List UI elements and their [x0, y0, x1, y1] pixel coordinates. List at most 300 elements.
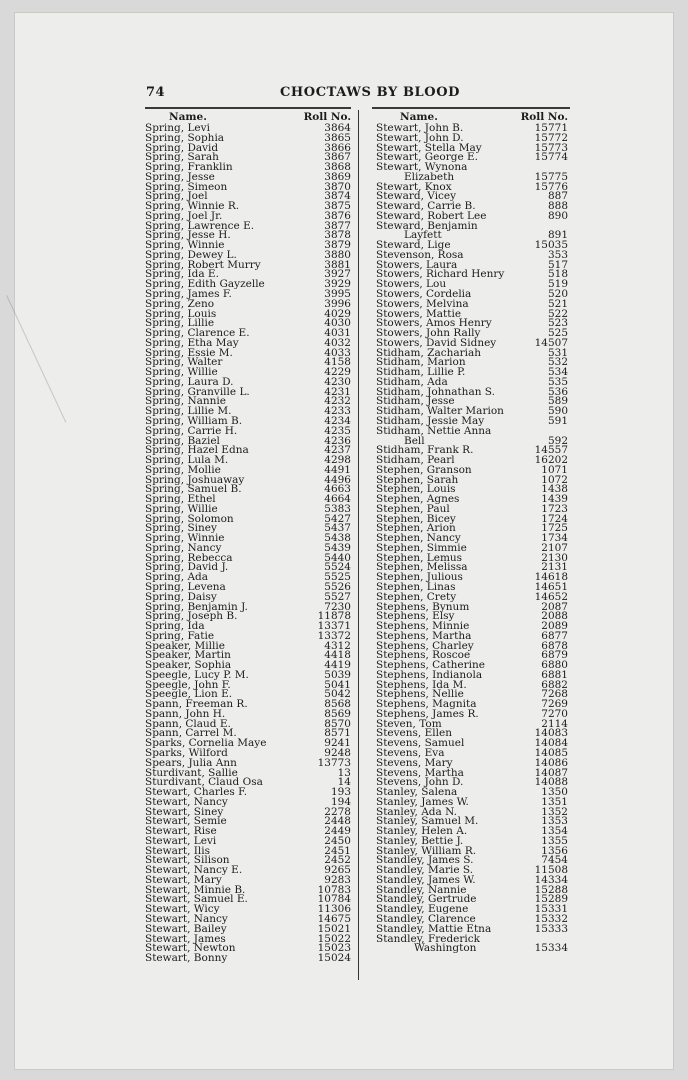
entry-name: Stidham, Ada — [376, 375, 448, 388]
entry-roll-number: 7268 — [541, 688, 568, 701]
entry-roll-number: 8569 — [324, 707, 351, 720]
entry-name: Spring, James F. — [145, 288, 232, 301]
entry-name: Stidham, Jesse — [376, 395, 455, 408]
entry-name: Spring, Hazel Edna — [145, 444, 249, 457]
entry-roll-number: 15773 — [534, 141, 568, 154]
entry-name: Spring, Zeno — [145, 297, 215, 310]
entry-name: Speegle, John F. — [145, 678, 231, 691]
entry-name: Stephens, Bynum — [376, 600, 470, 613]
entry-roll-number: 2451 — [324, 844, 351, 857]
entry-roll-number: 11306 — [317, 903, 351, 916]
entry-roll-number: 3879 — [324, 239, 351, 252]
entry-name: Spann, John H. — [145, 707, 226, 720]
entry-roll-number: 4029 — [324, 307, 351, 320]
entry-roll-number: 3877 — [324, 219, 351, 232]
entry-roll-number: 525 — [547, 327, 568, 340]
entry-name: Stephen, Lemus — [376, 551, 463, 564]
entry-roll-number: 14088 — [534, 776, 568, 789]
entry-roll-number: 15333 — [534, 922, 568, 935]
entry-roll-number: 589 — [547, 395, 568, 408]
entry-roll-number: 521 — [547, 297, 568, 310]
entry-name: Stewart, Samuel E. — [145, 893, 248, 906]
entry-roll-number: 1354 — [541, 825, 568, 838]
entry-roll-number: 532 — [547, 356, 568, 369]
entry-name: Stewart, Wicy — [145, 903, 220, 916]
entry-name: Stidham, Zachariah — [376, 346, 482, 359]
entry-roll-number: 522 — [547, 307, 568, 320]
entry-name: Spann, Carrel M. — [145, 727, 237, 740]
entry-name: Spring, Willie — [145, 366, 218, 379]
entry-name: Spring, Joel — [145, 190, 208, 203]
entry-roll-number: 1355 — [541, 834, 568, 847]
entry-name: Spring, Lula M. — [145, 454, 229, 467]
entry-name: Spring, Jesse H. — [145, 229, 231, 242]
entry-roll-number: 14675 — [317, 913, 351, 926]
entry-roll-number: 8568 — [324, 698, 351, 711]
entry-roll-number: 1350 — [541, 786, 568, 799]
entry-roll-number: 1725 — [541, 522, 568, 535]
entry-name: Stephens, Minnie — [376, 620, 470, 633]
entry-name: Stidham, Johnathan S. — [376, 385, 495, 398]
entry-roll-number: 13371 — [317, 620, 351, 633]
entry-roll-number: 15024 — [317, 952, 351, 965]
entry-name: Spring, Joseph B. — [145, 610, 238, 623]
entry-name: Stewart, Wynona — [376, 161, 468, 174]
entry-roll-number: 3864 — [324, 122, 351, 134]
entry-roll-number: 4234 — [324, 414, 351, 427]
entry-roll-number: 3929 — [324, 278, 351, 291]
entry-roll-number: 15022 — [317, 932, 351, 945]
entry-roll-number: 520 — [547, 288, 568, 301]
entry-roll-number: 5041 — [324, 678, 351, 691]
entry-roll-number: 7269 — [541, 698, 568, 711]
entry-name: Spring, Winnie R. — [145, 200, 240, 213]
entry-name: Spann, Freeman R. — [145, 698, 248, 711]
entry-roll-number: 8571 — [324, 727, 351, 740]
entry-name: Stephens, Nellie — [376, 688, 464, 701]
entry-name: Spring, Joshuaway — [145, 473, 245, 486]
entry-roll-number: 15774 — [534, 151, 568, 164]
entry-roll-number: 2107 — [541, 541, 568, 554]
entry-roll-number: 5427 — [324, 512, 351, 525]
entry-name: Stowers, Richard Henry — [376, 268, 505, 281]
entry-name: Stewart, James — [145, 932, 226, 945]
entry-roll-number: 3881 — [324, 258, 351, 271]
entry-roll-number: 3874 — [324, 190, 351, 203]
entry-name: Stephen, Linas — [376, 580, 456, 593]
entry-roll-number: 14084 — [534, 737, 568, 750]
entry-name: Spring, Ethel — [145, 493, 216, 506]
entry-roll-number: 4031 — [324, 327, 351, 340]
entry-roll-number: 1353 — [541, 815, 568, 828]
entry-roll-number: 15023 — [317, 942, 351, 955]
entry-name: Layfett — [404, 229, 442, 242]
entry-name: Stewart, Charles F. — [145, 786, 248, 799]
entry-name: Spring, Rebecca — [145, 551, 233, 564]
entry-roll-number: 5526 — [324, 580, 351, 593]
entry-roll-number: 1724 — [541, 512, 568, 525]
entry-roll-number: 14085 — [534, 747, 568, 759]
entry-name: Speegle, Lion E. — [145, 688, 233, 701]
entry-roll-number: 1734 — [541, 532, 568, 545]
entry-name: Stephen, Arion — [376, 522, 456, 535]
entry-name: Spring, Samuel B. — [145, 483, 242, 496]
entry-name: Washington — [414, 942, 477, 955]
entry-name: Stewart, Ilis — [145, 844, 211, 857]
entry-name: Standley, Mattie Etna — [376, 922, 492, 935]
entry-roll-number: 15289 — [534, 893, 568, 906]
entry-roll-number: 2278 — [324, 805, 351, 818]
entry-roll-number: 3867 — [324, 151, 351, 164]
entry-roll-number: 15035 — [534, 239, 568, 252]
entry-roll-number: 4419 — [324, 659, 351, 672]
entry-roll-number: 4237 — [324, 444, 351, 457]
entry-name: Stowers, David Sidney — [376, 336, 497, 349]
entry-roll-number: 15771 — [534, 122, 568, 134]
entry-name: Stephens, James R. — [376, 707, 479, 720]
entry-name: Stevens, Samuel — [376, 737, 465, 750]
entry-name: Steward, Robert Lee — [376, 209, 487, 222]
entry-name: Stephen, Crety — [376, 590, 457, 603]
entry-roll-number: 6877 — [541, 629, 568, 642]
entry-roll-number: 3869 — [324, 170, 351, 183]
entry-roll-number: 1723 — [541, 502, 568, 515]
entry-roll-number: 523 — [547, 317, 568, 330]
entry-roll-number: 1439 — [541, 493, 568, 506]
entry-name: Sturdivant, Claud Osa — [145, 776, 263, 789]
entry-name: Standley, Nannie — [376, 883, 467, 896]
entry-name: Spring, Levi — [145, 122, 210, 134]
entry-name: Spring, Joel Jr. — [145, 209, 223, 222]
entry-roll-number: 887 — [547, 190, 568, 203]
entry-name: Stowers, Mattie — [376, 307, 462, 320]
entry-name: Spann, Claud E. — [145, 717, 231, 730]
paper-mark — [6, 261, 139, 422]
entry-name: Stowers, John Rally — [376, 327, 481, 340]
entry-name: Stidham, Marion — [376, 356, 466, 369]
entry-roll-number: 5527 — [324, 590, 351, 603]
entry-name: Spring, Louis — [145, 307, 217, 320]
entry-roll-number: 4232 — [324, 395, 351, 408]
entry-name: Stephen, Melissa — [376, 561, 468, 574]
entry-name: Stewart, Knox — [376, 180, 452, 193]
entry-name: Stewart, Rise — [145, 825, 217, 838]
entry-name: Spring, Dewey L. — [145, 248, 237, 261]
entry-name: Stidham, Walter Marion — [376, 405, 504, 418]
entry-name: Stidham, Lillie P. — [376, 366, 466, 379]
entry-name: Stanley, William R. — [376, 844, 477, 857]
entry-name: Steven, Tom — [376, 717, 442, 730]
entry-roll-number: 5439 — [324, 541, 351, 554]
entry-name: Stephens, Charley — [376, 639, 474, 652]
entry-name: Stidham, Nettie Anna — [376, 424, 492, 437]
entry-roll-number: 11878 — [317, 610, 351, 623]
entry-name: Stanley, Salena — [376, 786, 458, 799]
entry-name: Stowers, Amos Henry — [376, 317, 492, 330]
right-column — [376, 110, 568, 954]
entry-roll-number: 4229 — [324, 366, 351, 379]
entry-roll-number: 15772 — [534, 131, 568, 144]
entry-roll-number: 5383 — [324, 502, 351, 515]
entry-name: Spring, Willie — [145, 502, 218, 515]
entry-name: Stowers, Cordelia — [376, 288, 472, 301]
entry-name: Stephens, Roscoe — [376, 649, 471, 662]
entry-name: Spring, Levena — [145, 580, 226, 593]
entry-name: Stanley, James W. — [376, 795, 469, 808]
entry-name: Standley, James W. — [376, 873, 476, 886]
entry-name: Sparks, Wilford — [145, 747, 228, 759]
entry-roll-number: 14334 — [534, 873, 568, 886]
entry-name: Speaker, Sophia — [145, 659, 232, 672]
entry-roll-number: 5525 — [324, 571, 351, 584]
entry-name: Spring, Baziel — [145, 434, 220, 447]
entry-name: Stewart, Bonny — [145, 952, 228, 965]
entry-name: Stephen, Paul — [376, 502, 450, 515]
entry-roll-number: 5524 — [324, 561, 351, 574]
entry-roll-number: 2089 — [541, 620, 568, 633]
entry-roll-number: 888 — [547, 200, 568, 213]
entry-name: Spears, Julia Ann — [145, 756, 237, 769]
entry-roll-number: 2130 — [541, 551, 568, 564]
entry-roll-number: 15776 — [534, 180, 568, 193]
entry-roll-number: 3875 — [324, 200, 351, 213]
entry-roll-number: 4158 — [324, 356, 351, 369]
entry-roll-number: 6880 — [541, 659, 568, 672]
entry-name: Spring, Sarah — [145, 151, 219, 164]
entry-name: Stidham, Jessie May — [376, 414, 485, 427]
entry-roll-number: 8570 — [324, 717, 351, 730]
entry-name: Stewart, Nancy E. — [145, 864, 243, 877]
entry-roll-number: 4032 — [324, 336, 351, 349]
entry-roll-number: 4235 — [324, 424, 351, 437]
entry-name: Spring, Siney — [145, 522, 217, 535]
left-column — [145, 110, 351, 964]
entry-roll-number: 4491 — [324, 463, 351, 476]
entry-name: Speegle, Lucy P. M. — [145, 668, 249, 681]
entry-name: Spring, Lawrence E. — [145, 219, 255, 232]
entry-name: Spring, Jesse — [145, 170, 215, 183]
entry-name: Stowers, Lou — [376, 278, 447, 291]
entry-roll-number: 3880 — [324, 248, 351, 261]
entry-name: Spring, Granville L. — [145, 385, 250, 398]
entry-name: Stewart, Mary — [145, 873, 222, 886]
entry-name: Stidham, Pearl — [376, 454, 455, 467]
entry-name: Spring, Solomon — [145, 512, 234, 525]
entry-name: Spring, David — [145, 141, 219, 154]
entry-roll-number: 4030 — [324, 317, 351, 330]
entry-name: Stowers, Laura — [376, 258, 458, 271]
entry-name: Spring, Simeon — [145, 180, 228, 193]
entry-roll-number: 3996 — [324, 297, 351, 310]
entry-roll-number: 592 — [547, 434, 568, 447]
entry-roll-number: 5440 — [324, 551, 351, 564]
entry-name: Stephens, Ida M. — [376, 678, 467, 691]
entry-roll-number: 3870 — [324, 180, 351, 193]
entry-name: Stowers, Melvina — [376, 297, 469, 310]
entry-roll-number: 15334 — [534, 942, 568, 955]
entry-roll-number: 1072 — [541, 473, 568, 486]
page-title: CHOCTAWS BY BLOOD — [279, 85, 461, 100]
entry-name: Stephens, Catherine — [376, 659, 485, 672]
entry-roll-number: 15331 — [534, 903, 568, 916]
entry-roll-number: 4496 — [324, 473, 351, 486]
entry-name: Stewart, Siney — [145, 805, 224, 818]
entry-name: Stephen, Julious — [376, 571, 463, 584]
entry-roll-number: 4312 — [324, 639, 351, 652]
entry-name: Stewart, Stella May — [376, 141, 482, 154]
entry-roll-number: 1356 — [541, 844, 568, 857]
entry-roll-number: 5042 — [324, 688, 351, 701]
entry-name: Spring, Robert Murry — [145, 258, 261, 271]
entry-name: Spring, Walter — [145, 356, 223, 369]
entry-roll-number: 3878 — [324, 229, 351, 242]
entry-roll-number: 2449 — [324, 825, 351, 838]
entry-name: Spring, Ida E. — [145, 268, 219, 281]
entry-name: Stewart, Bailey — [145, 922, 227, 935]
roll-header: Roll No. — [303, 111, 351, 123]
entry-roll-number: 517 — [547, 258, 568, 271]
entry-name: Stewart, Nancy — [145, 913, 228, 926]
entry-roll-number: 7454 — [541, 854, 568, 867]
entry-name: Stevenson, Rosa — [376, 248, 464, 261]
entry-name: Sparks, Cornelia Maye — [145, 737, 267, 750]
name-header: Name. — [169, 111, 207, 123]
entry-roll-number: 14086 — [534, 756, 568, 769]
entry-roll-number: 519 — [547, 278, 568, 291]
entry-name: Stanley, Bettie J. — [376, 834, 464, 847]
entry-name: Stewart, John B. — [376, 122, 464, 134]
entry-roll-number: 14507 — [534, 336, 568, 349]
entry-roll-number: 3865 — [324, 131, 351, 144]
entry-roll-number: 6882 — [541, 678, 568, 691]
left-column-list — [145, 124, 351, 964]
entry-name: Spring, Winnie — [145, 239, 225, 252]
entry-roll-number: 3927 — [324, 268, 351, 281]
entry-roll-number: 5437 — [324, 522, 351, 535]
entry-name: Stidham, Frank R. — [376, 444, 474, 457]
entry-roll-number: 14652 — [534, 590, 568, 603]
entry-name: Stephen, Sarah — [376, 473, 459, 486]
entry-name: Stevens, Mary — [376, 756, 453, 769]
entry-roll-number: 13372 — [317, 629, 351, 642]
entry-name: Spring, Ada — [145, 571, 209, 584]
entry-name: Spring, Franklin — [145, 161, 233, 174]
entry-roll-number: 194 — [330, 795, 351, 808]
entry-name: Stevens, Eva — [376, 747, 445, 759]
entry-name: Stephen, Louis — [376, 483, 456, 496]
entry-name: Stephen, Agnes — [376, 493, 460, 506]
right-column-list — [376, 124, 568, 954]
entry-roll-number: 14651 — [534, 580, 568, 593]
entry-roll-number: 2452 — [324, 854, 351, 867]
entry-name: Stephen, Simmie — [376, 541, 467, 554]
entry-roll-number: 2131 — [541, 561, 568, 574]
entry-name: Spring, Fatie — [145, 629, 215, 642]
entry-roll-number: 6881 — [541, 668, 568, 681]
entry-name: Spring, Ida — [145, 620, 205, 633]
entry-roll-number: 891 — [547, 229, 568, 242]
entry-name: Speaker, Martin — [145, 649, 231, 662]
entry-roll-number: 531 — [547, 346, 568, 359]
entry-name: Stephens, Martha — [376, 629, 472, 642]
entry-roll-number: 16202 — [534, 454, 568, 467]
entry-name: Elizabeth — [404, 170, 455, 183]
entry-roll-number: 11508 — [534, 864, 568, 877]
entry-roll-number: 2087 — [541, 600, 568, 613]
entry-name: Spring, Lillie M. — [145, 405, 232, 418]
entry-roll-number: 2448 — [324, 815, 351, 828]
entry-name: Sturdivant, Sallie — [145, 766, 238, 779]
entry-name: Stephens, Indianola — [376, 668, 483, 681]
entry-roll-number: 536 — [547, 385, 568, 398]
entry-name: Stewart, George E. — [376, 151, 479, 164]
entry-roll-number: 6879 — [541, 649, 568, 662]
entry-roll-number: 4663 — [324, 483, 351, 496]
entry-name: Spring, Edith Gayzelle — [145, 278, 265, 291]
entry-roll-number: 9265 — [324, 864, 351, 877]
entry-roll-number: 14083 — [534, 727, 568, 740]
entry-roll-number: 4664 — [324, 493, 351, 506]
right-header-rule — [372, 107, 570, 109]
entry-name: Spring, Nannie — [145, 395, 226, 408]
entry-roll-number: 13 — [337, 766, 351, 779]
entry-name: Stephen, Granson — [376, 463, 472, 476]
entry-name: Spring, Etha May — [145, 336, 239, 349]
entry-roll-number: 590 — [547, 405, 568, 418]
entry-name: Stanley, Helen A. — [376, 825, 468, 838]
entry-name: Spring, Essie M. — [145, 346, 233, 359]
page-number: 74 — [146, 85, 166, 100]
entry-roll-number: 1352 — [541, 805, 568, 818]
entry-roll-number: 4230 — [324, 375, 351, 388]
entry-roll-number: 4033 — [324, 346, 351, 359]
entry-name: Steward, Vicey — [376, 190, 457, 203]
entry-name: Stevens, John D. — [376, 776, 464, 789]
entry-name: Stanley, Samuel M. — [376, 815, 479, 828]
entry-roll-number: 15288 — [534, 883, 568, 896]
entry-roll-number: 3995 — [324, 288, 351, 301]
entry-name: Stewart, Levi — [145, 834, 217, 847]
entry-roll-number: 2114 — [541, 717, 568, 730]
entry-roll-number: 1438 — [541, 483, 568, 496]
entry-roll-number: 4236 — [324, 434, 351, 447]
entry-name: Stevens, Ellen — [376, 727, 452, 740]
entry-name: Spring, Daisy — [145, 590, 217, 603]
entry-roll-number: 14557 — [534, 444, 568, 457]
entry-roll-number: 1351 — [541, 795, 568, 808]
list-item — [145, 954, 351, 964]
entry-roll-number: 193 — [330, 786, 351, 799]
entry-name: Standley, Clarence — [376, 913, 476, 926]
column-divider — [358, 110, 359, 980]
entry-name: Spring, Clarence E. — [145, 327, 250, 340]
entry-roll-number: 9248 — [324, 747, 351, 759]
entry-name: Spring, Lillie — [145, 317, 215, 330]
entry-name: Standley, James S. — [376, 854, 474, 867]
entry-name: Spring, Carrie H. — [145, 424, 238, 437]
entry-name: Spring, Mollie — [145, 463, 221, 476]
entry-roll-number: 4418 — [324, 649, 351, 662]
entry-name: Spring, Benjamin J. — [145, 600, 248, 613]
entry-roll-number: 5438 — [324, 532, 351, 545]
entry-name: Speaker, Millie — [145, 639, 225, 652]
name-header: Name. — [400, 111, 438, 123]
entry-roll-number: 10784 — [317, 893, 351, 906]
entry-name: Stephens, Elsy — [376, 610, 455, 623]
entry-name: Steward, Carrie B. — [376, 200, 476, 213]
entry-roll-number: 9283 — [324, 873, 351, 886]
entry-name: Spring, David J. — [145, 561, 229, 574]
